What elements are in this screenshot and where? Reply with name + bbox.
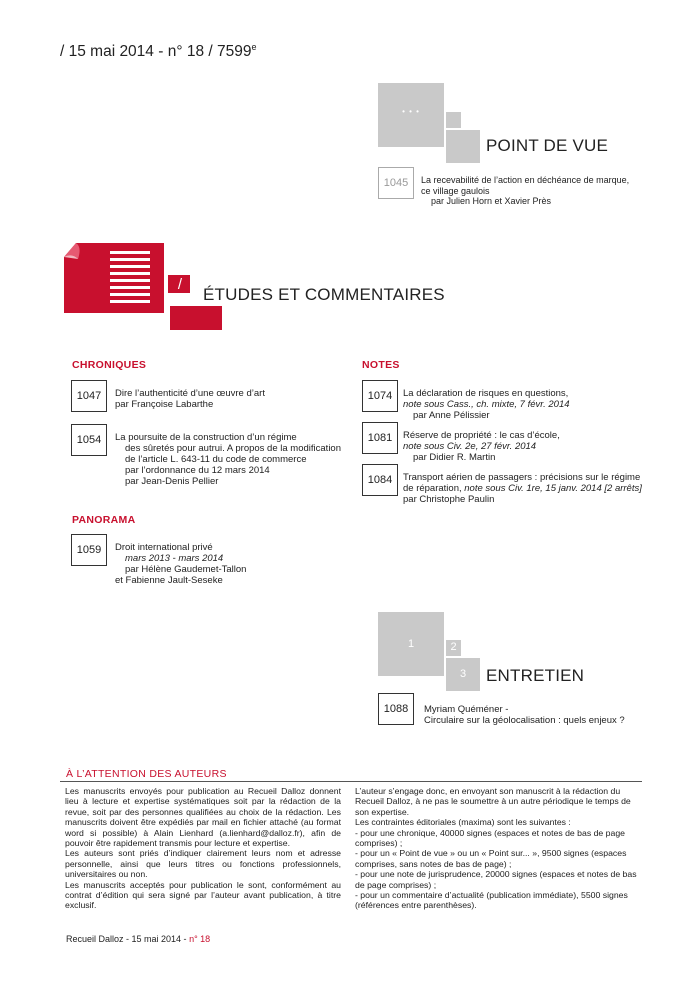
chronique-page-number: 1047 xyxy=(71,380,107,412)
panorama-page-number: 1059 xyxy=(71,534,107,566)
chroniques-heading: CHRONIQUES xyxy=(72,359,147,371)
point-de-vue-big-square xyxy=(378,83,444,147)
entretien-number-2: 2 xyxy=(450,641,457,653)
entry-author: par Anne Pélissier xyxy=(413,410,490,421)
entretien-title: ENTRETIEN xyxy=(486,666,585,685)
note-entry[interactable] xyxy=(403,388,570,421)
entretien-page-number: 1088 xyxy=(378,693,414,725)
auteurs-paragraph: - pour une note de jurisprudence, 20000 signes (espaces et notes de bas de page comprises) ; xyxy=(355,869,637,890)
entretien-square-1 xyxy=(378,612,444,676)
auteurs-divider xyxy=(60,781,642,782)
auteurs-paragraph: L’auteur s’engage donc, en envoyant son manuscrit à la rédaction du Recueil Dalloz, à ne pas le soumettre à un autre périodique le temps de son expertise. xyxy=(355,786,631,817)
etudes-slash: / xyxy=(177,276,183,293)
note-entry[interactable] xyxy=(403,430,560,463)
issue-header xyxy=(60,42,256,61)
entretien-square-3 xyxy=(446,658,480,691)
issue-superscript: e xyxy=(251,42,257,52)
point-de-vue-entry[interactable] xyxy=(421,175,629,207)
entry-author: par Didier R. Martin xyxy=(413,452,496,463)
entretien-entry[interactable] xyxy=(424,704,625,726)
auteurs-paragraph: - pour un « Point de vue » ou un « Point sur... », 9500 signes (espaces comprises, sans notes de bas de page) ; xyxy=(355,848,627,869)
entretien-number-3: 3 xyxy=(459,668,467,680)
entry-citation: note sous Cass., ch. mixte, 7 févr. 2014 xyxy=(403,399,570,410)
entry-title-line: des sûretés pour autrui. A propos de la modification xyxy=(125,443,341,454)
note-page-number: 1084 xyxy=(362,464,398,496)
entry-title-line: Circulaire sur la géolocalisation : quels enjeux ? xyxy=(424,715,625,726)
auteurs-heading: À L’ATTENTION DES AUTEURS xyxy=(66,768,227,780)
point-de-vue-title: POINT DE VUE xyxy=(486,136,609,155)
auteurs-left-column xyxy=(65,786,341,911)
entry-citation: note sous Civ. 1re, 15 janv. 2014 [2 arrêts] xyxy=(464,483,642,494)
point-de-vue-page-number: 1045 xyxy=(378,167,414,199)
entry-title-line: de l’article L. 643-11 du code de commerce xyxy=(125,454,307,465)
entry-title-line: Transport aérien de passagers : précisions sur le régime xyxy=(403,472,641,483)
entry-title-line: Droit international privé xyxy=(115,542,213,553)
entry-title-line: La poursuite de la construction d’un régime xyxy=(115,432,297,443)
notes-heading: NOTES xyxy=(362,359,400,371)
entry-citation: note sous Civ. 2e, 27 févr. 2014 xyxy=(403,441,537,452)
chronique-entry[interactable] xyxy=(115,432,341,487)
etudes-title: ÉTUDES ET COMMENTAIRES xyxy=(203,285,445,304)
entry-title-line: Dire l’authenticité d’une œuvre d’art xyxy=(115,388,265,399)
entry-author: et Fabienne Jault-Seseke xyxy=(115,575,223,586)
entry-author: par Jean-Denis Pellier xyxy=(125,476,219,487)
footer-text: Recueil Dalloz - 15 mai 2014 - xyxy=(66,934,190,944)
note-entry[interactable] xyxy=(403,472,642,505)
entretien-square-2 xyxy=(446,640,461,656)
entry-title-line: ce village gaulois xyxy=(421,185,490,196)
auteurs-paragraph: Les contraintes éditoriales (maxima) sont les suivantes : xyxy=(355,817,571,828)
entry-dates: mars 2013 - mars 2014 xyxy=(125,553,224,564)
auteurs-paragraph: - pour une chronique, 40000 signes (espaces et notes de bas de page comprises) ; xyxy=(355,827,625,849)
entry-author: par Christophe Paulin xyxy=(403,494,495,505)
note-page-number: 1074 xyxy=(362,380,398,412)
point-de-vue-small-square xyxy=(446,112,461,128)
note-page-number: 1081 xyxy=(362,422,398,454)
panorama-heading: PANORAMA xyxy=(72,514,136,526)
entry-author: par Françoise Labarthe xyxy=(115,399,214,410)
chronique-page-number: 1054 xyxy=(71,424,107,456)
entry-title-line: de réparation, note sous Civ. 1re, 15 janv. 2014 [2 arrêts] xyxy=(403,483,642,494)
page-footer xyxy=(66,934,210,944)
auteurs-paragraph: Les manuscrits envoyés pour publication au Recueil Dalloz donnent lieu à lecture et expertise systématiques soit par la rédaction de la revue, soit par des personnes qualifiées au choix de la rédaction. Les manuscrits doivent être expédiés par mail en fichier attaché (au format word si possible) à Alain Lienhard (a.lienhard@dalloz.fr), afin de pouvoir être rapidement transmis pour lecture et expertise. xyxy=(65,786,341,849)
auteurs-paragraph: Les auteurs sont priés d’indiquer clairement leurs nom et adresse personnelle, ainsi que leurs titres ou fonctions professionnels, universitaires ou non. xyxy=(65,848,341,880)
point-de-vue-mid-square xyxy=(446,130,480,163)
auteurs-paragraph: - pour un commentaire d’actualité (publication immédiate), 5500 signes (références entre parenthèses). xyxy=(355,890,628,911)
entretien-number-1: 1 xyxy=(407,638,415,650)
panorama-entry[interactable] xyxy=(115,542,246,586)
entry-title-line: La recevabilité de l’action en déchéance de marque, xyxy=(421,175,630,185)
auteurs-paragraph: Les manuscrits acceptés pour publication le sont, conformément au contrat d’édition qui sera signé par l’auteur avant publication, à titre exclusif. xyxy=(65,879,341,911)
entry-author: par Julien Horn et Xavier Près xyxy=(431,196,552,206)
etudes-lower-block xyxy=(170,306,222,330)
chronique-entry[interactable] xyxy=(115,388,265,410)
footer-issue-number: n° 18 xyxy=(189,934,211,944)
auteurs-right-column xyxy=(355,786,637,911)
entry-title-line: Myriam Quéméner - xyxy=(424,704,509,715)
issue-line: / 15 mai 2014 - n° 18 / 7599 xyxy=(60,43,252,61)
ellipsis-icon: • • • xyxy=(402,107,420,116)
entry-title-line: par l’ordonnance du 12 mars 2014 xyxy=(125,465,270,476)
entry-title-line: Réserve de propriété : le cas d’école, xyxy=(403,430,560,441)
entry-author: par Hélène Gaudemet-Tallon xyxy=(125,564,247,575)
entry-title-line: La déclaration de risques en questions, xyxy=(403,388,569,399)
